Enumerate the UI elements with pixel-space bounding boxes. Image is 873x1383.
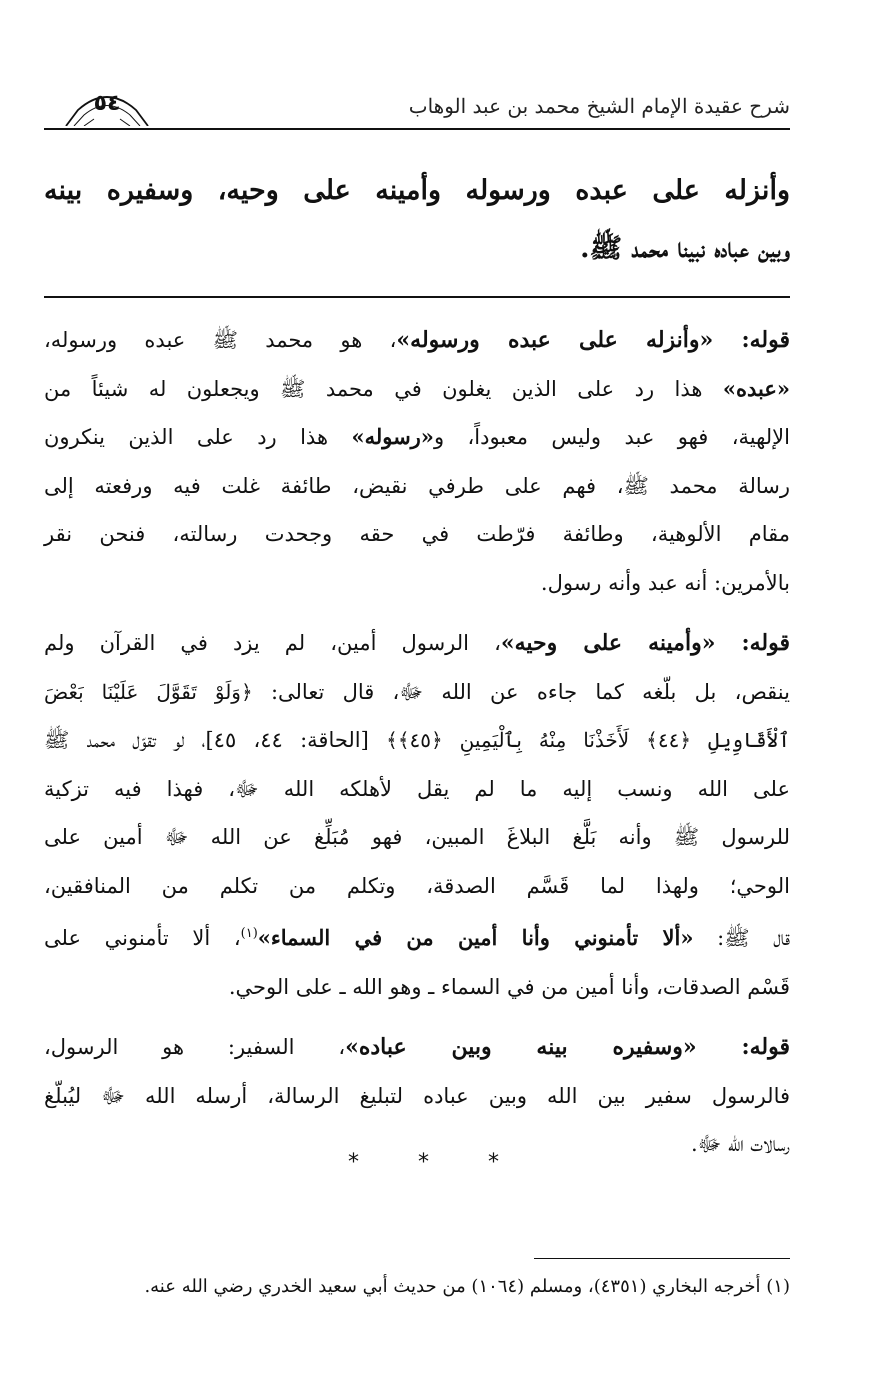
section-separator: * * *	[348, 1150, 525, 1175]
matn-line: وبين عباده نبينا محمد ﷺ.	[580, 233, 790, 264]
text-run: [الحاقة: ٤٤، ٤٥]، لو تقوّل محمد ﷺ	[44, 728, 387, 752]
text-run: الإلهية، فهو عبد وليس معبوداً، و	[433, 425, 790, 449]
commentary-paragraph	[44, 619, 790, 1011]
text-line: للرسول ﷺ وأنه بَلَّغ البلاغَ المبين، فهو مُبَلِّغ عن الله ﷻ أمين على	[44, 825, 790, 849]
text-run: قال ﷺ:	[693, 926, 790, 950]
text-line	[44, 910, 790, 963]
text-line: بالأمرين: أنه عبد وأنه رسول.	[540, 570, 790, 595]
quran-verse: ﴿وَلَوْ تَقَوَّلَ عَلَيْنَا بَعْضَ	[44, 679, 253, 704]
text-run: ، السفير: هو الرسول،	[44, 1035, 346, 1059]
commentary	[44, 316, 790, 1181]
bold-term: «عبده»	[722, 375, 790, 401]
footnote-marker[interactable]: (١)	[240, 926, 258, 941]
footnote: (١) أخرجه البخاري (٤٣٥١)، ومسلم (١٠٦٤) من حديث أبي سعيد الخدري رضي الله عنه.	[144, 1276, 790, 1297]
hadith-quote: «ألا تأمنوني وأنا أمين من في السماء»	[257, 925, 694, 950]
running-title: شرح عقيدة الإمام الشيخ محمد بن عبد الوهاب	[408, 94, 790, 118]
text-line	[44, 413, 790, 462]
page-number-badge	[64, 88, 150, 126]
bold-term: «رسوله»	[351, 424, 434, 449]
text-line	[44, 668, 790, 717]
matn-text	[44, 162, 790, 278]
text-run: ، هو محمد ﷺ عبده ورسوله،	[44, 328, 397, 352]
page-number: ٥٤	[93, 91, 121, 116]
text-line	[44, 619, 790, 668]
text-run: هذا رد على الذين ينكرون	[44, 425, 352, 449]
text-line: قَسْم الصدقات، وأنا أمين من في السماء ـ وهو الله ـ على الوحي.	[228, 974, 790, 999]
text-run: هذا رد على الذين يغلون في محمد ﷺ ويجعلون له شيئاً من	[44, 376, 723, 401]
commentary-paragraph	[44, 1023, 790, 1169]
matn-line: وأنزله على عبده ورسوله وأمينه على وحيه، وسفيره بينه	[44, 175, 790, 206]
text-line	[44, 316, 790, 365]
commentary-paragraph	[44, 316, 790, 607]
text-line	[44, 716, 790, 765]
text-line: فالرسول سفير بين الله وبين عباده لتبليغ الرسالة، أرسله الله ﷻ ليُبلّغ	[44, 1083, 790, 1108]
paragraph-lead: قوله: «وأنزله على عبده ورسوله»	[396, 327, 791, 353]
text-line: رسالة محمد ﷺ، فهم على طرفي نقيض، طائفة غلت فيه ورفعته إلى	[44, 473, 790, 498]
paragraph-lead: قوله: «وسفيره بينه وبين عباده»	[345, 1034, 791, 1060]
text-line: على الله ونسب إليه ما لم يقل لأهلكه الله ﷻ، فهذا فيه تزكية	[44, 776, 790, 801]
section-rule	[44, 296, 790, 298]
text-line	[44, 1023, 790, 1072]
text-run: ، الرسول أمين، لم يزد في القرآن ولم	[44, 631, 501, 655]
quran-verse: ٱلْأَقَاوِيلِ ﴿٤٤﴾ لَأَخَذْنَا مِنْهُ بِٱلْيَمِينِ ﴿٤٥﴾﴾	[386, 728, 790, 752]
text-line: الوحي؛ ولهذا لما قَسَّم الصدقة، وتكلم من تكلم من المنافقين،	[44, 873, 790, 898]
text-run: ينقص، بل بلّغه كما جاءه عن الله ﷻ، قال تعالى:	[252, 679, 790, 704]
text-run: ، ألا تأمنوني على	[44, 926, 241, 950]
footnote-rule	[534, 1258, 790, 1259]
header-rule	[44, 128, 790, 130]
page-header	[44, 88, 790, 128]
text-line	[44, 365, 790, 414]
text-line: رسالات الله ﷻ.	[691, 1132, 790, 1156]
text-line: مقام الألوهية، وطائفة فرّطت في حقه وجحدت رسالته، فنحن نقر	[44, 522, 790, 546]
paragraph-lead: قوله: «وأمينه على وحيه»	[500, 630, 791, 656]
